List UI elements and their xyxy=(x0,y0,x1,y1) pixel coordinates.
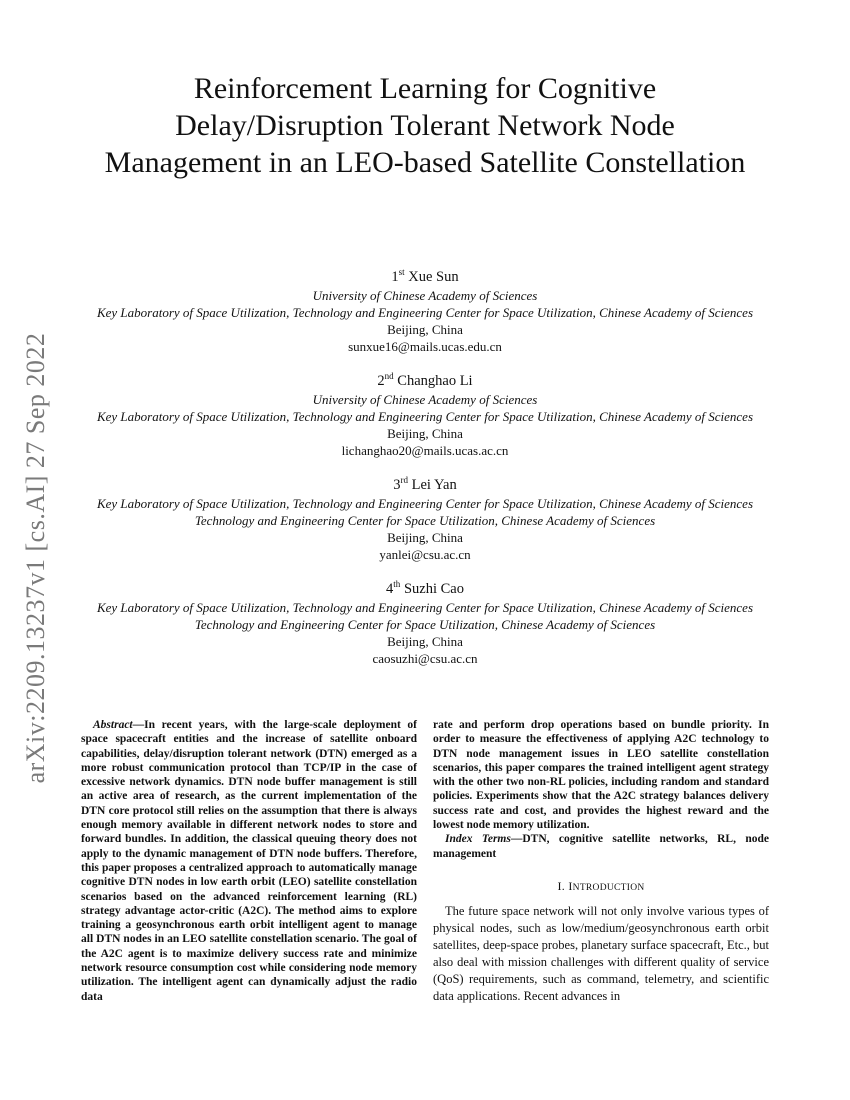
author-affiliation-2: Key Laboratory of Space Utilization, Technology and Engineering Center for Space Utilization, Chinese Academy of Sciences xyxy=(96,409,754,425)
author-name: Changhao Li xyxy=(397,372,473,389)
author-ordinal-suffix: rd xyxy=(400,475,408,485)
author-block-3 xyxy=(50,470,800,564)
index-terms-label: Index Terms xyxy=(445,833,511,846)
abstract-paragraph xyxy=(81,718,417,1004)
author-name-line xyxy=(50,262,800,287)
author-affiliation-1: University of Chinese Academy of Sciences xyxy=(312,287,538,303)
abstract-text-left: —In recent years, with the large-scale deployment of space spacecraft entities and the increase of satellite onboard capabilities, delay/disruption tolerant network (DTN) emerged as a more robust communication protocol than TCP/IP in the case of excessive network dynamics. DTN node buffer management is still an active area of research, as the current implementation of the DTN core protocol still relies on the assumption that there is always enough memory available in different network nodes to store and forward bundles. In addition, the classical queuing theory does not apply to the dynamic management of DTN node buffers. Therefore, this paper proposes a centralized approach to automatically manage cognitive DTN nodes in low earth orbit (LEO) satellite constellation scenarios based on the advanced reinforcement learning (RL) strategy advantage actor-critic (A2C). The method aims to explore training a geosynchronous earth orbit intelligent agent to manage all DTN nodes in an LEO satellite constellation scenario. The goal of the A2C agent is to maximize delivery success rate and minimize network resource consumption cost while considering node memory utilization. The intelligent agent can dynamically adjust the radio data xyxy=(81,719,417,1003)
author-block-1 xyxy=(50,262,800,356)
author-location: Beijing, China xyxy=(387,634,463,650)
author-ordinal: 4 xyxy=(386,580,394,597)
author-email: caosuzhi@csu.ac.cn xyxy=(372,651,478,667)
introduction-paragraph: The future space network will not only involve various types of physical nodes, such as low/medium/geosynchronous earth orbit satellites, deep-space probes, planetary surface spacecraft, Etc., but also deal with mission challenges with different quality of service (QoS) requirements, such as command, telemetry, and scientific data applications. Recent advances in xyxy=(433,904,769,1004)
author-ordinal-suffix: st xyxy=(398,267,405,277)
section-heading-introduction xyxy=(433,879,769,895)
left-column xyxy=(81,718,417,1004)
author-affiliation-2: Key Laboratory of Space Utilization, Technology and Engineering Center for Space Utilization, Chinese Academy of Sciences xyxy=(96,305,754,321)
right-column xyxy=(433,718,769,1005)
index-terms-paragraph xyxy=(433,832,769,861)
author-location: Beijing, China xyxy=(387,530,463,546)
index-terms-text: —DTN, cognitive satellite networks, RL, node management xyxy=(433,833,770,860)
author-block-2 xyxy=(50,366,800,460)
author-ordinal-suffix: nd xyxy=(384,371,394,381)
author-name-line xyxy=(50,574,800,599)
section-numeral: I. xyxy=(557,878,566,893)
section-heading-initial: I xyxy=(568,878,573,893)
author-block-4 xyxy=(50,574,800,668)
author-location: Beijing, China xyxy=(387,322,463,338)
author-affiliation-1: University of Chinese Academy of Sciences xyxy=(312,391,538,407)
author-ordinal: 3 xyxy=(393,476,401,493)
author-ordinal-suffix: th xyxy=(393,579,401,589)
author-affiliation-2: Technology and Engineering Center for Space Utilization, Chinese Academy of Sciences xyxy=(194,617,656,633)
section-heading-rest: NTRODUCTION xyxy=(572,882,645,893)
abstract-label: Abstract xyxy=(93,719,133,731)
author-name-line xyxy=(50,470,800,495)
author-email: sunxue16@mails.ucas.edu.cn xyxy=(348,339,502,355)
abstract-continuation: rate and perform drop operations based on bundle priority. In order to measure the effectiveness of applying A2C technology to DTN node management issues in LEO satellite constellation scenarios, this paper compares the trained intelligent agent strategy with the other two non-RL policies, including random and standard policies. Experiments show that the A2C strategy balances delivery success rate and cost, and provides the highest reward and the lowest node memory utilization. xyxy=(433,719,769,832)
author-affiliation-1: Key Laboratory of Space Utilization, Technology and Engineering Center for Space Utilization, Chinese Academy of Sciences xyxy=(96,495,754,511)
author-name: Suzhi Cao xyxy=(403,580,464,597)
author-affiliation-1: Key Laboratory of Space Utilization, Technology and Engineering Center for Space Utilization, Chinese Academy of Sciences xyxy=(96,599,754,615)
paper-title: Reinforcement Learning for Cognitive Delay/Disruption Tolerant Network Node Management in an LEO-based Satellite Constellation xyxy=(104,72,746,179)
author-name: Lei Yan xyxy=(411,476,457,493)
author-location: Beijing, China xyxy=(387,426,463,442)
author-name: Xue Sun xyxy=(408,268,459,285)
author-name-line xyxy=(50,366,800,391)
author-ordinal: 2 xyxy=(377,372,385,389)
arxiv-identifier-stamp: arXiv:2209.13237v1 [cs.AI] 27 Sep 2022 xyxy=(21,332,50,784)
author-email: yanlei@csu.ac.cn xyxy=(379,547,471,563)
author-email: lichanghao20@mails.ucas.ac.cn xyxy=(341,443,509,459)
author-ordinal: 1 xyxy=(391,268,399,285)
author-affiliation-2: Technology and Engineering Center for Space Utilization, Chinese Academy of Sciences xyxy=(194,513,656,529)
